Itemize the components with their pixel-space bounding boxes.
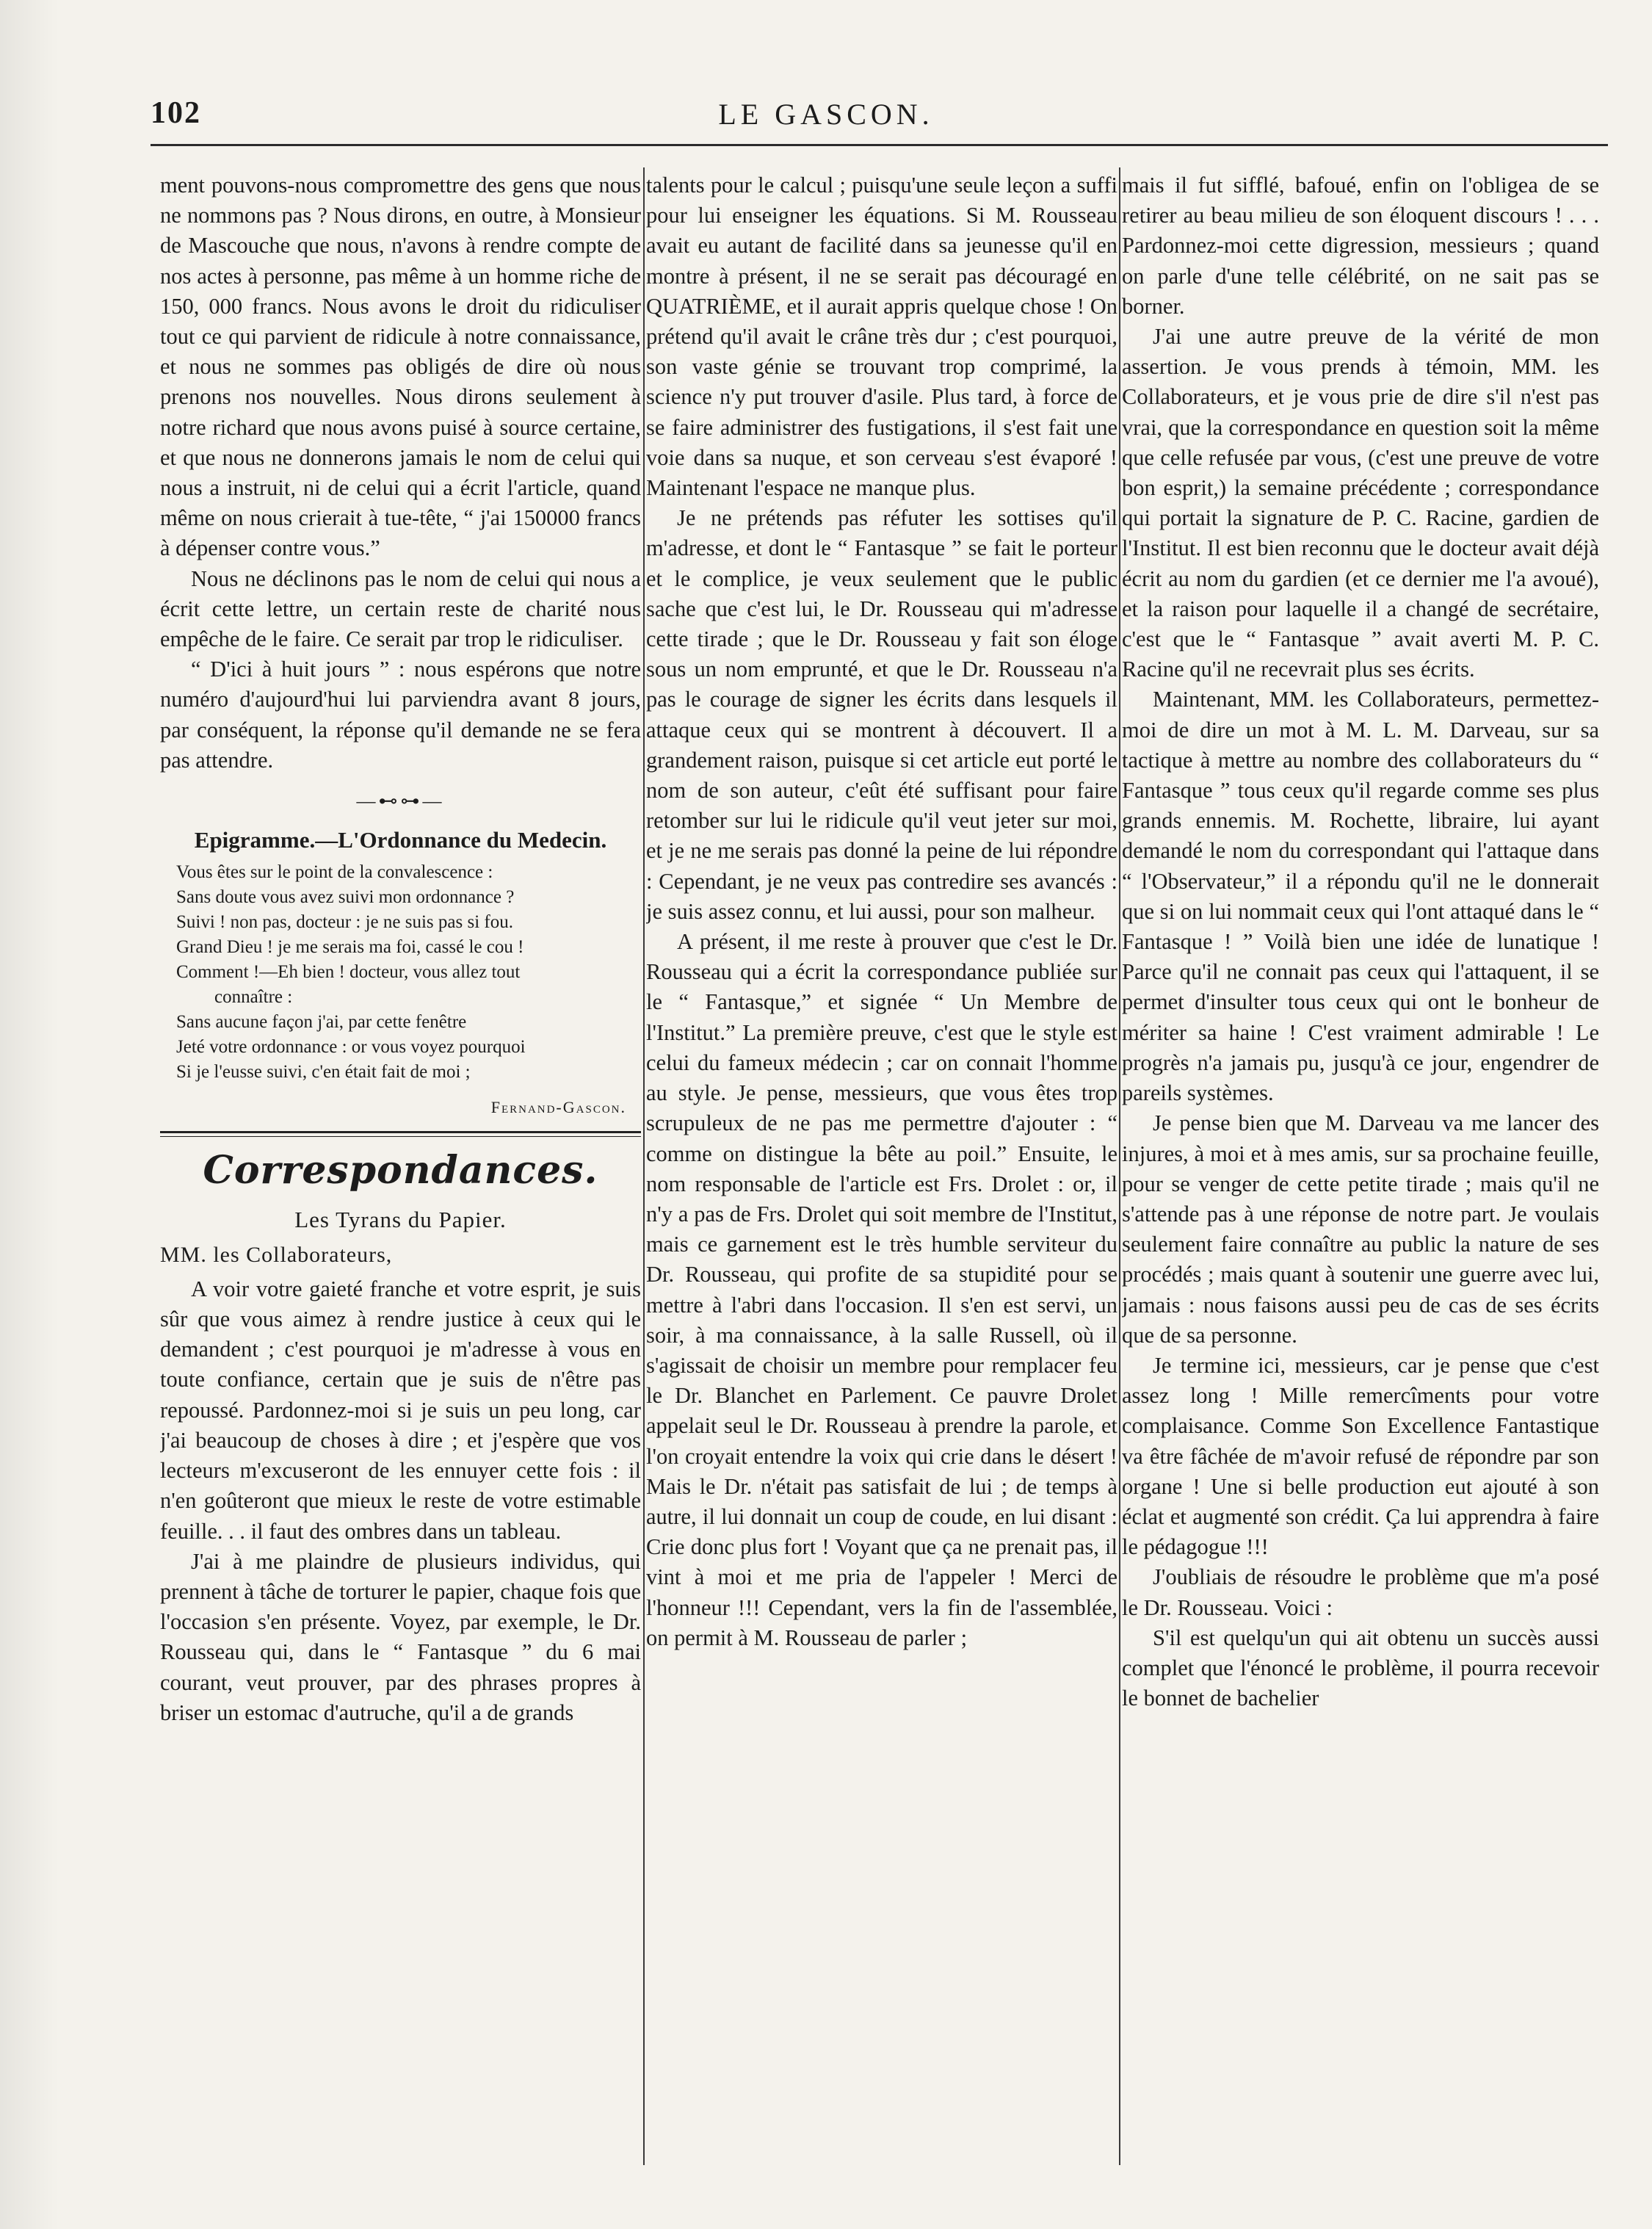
col1-paragraph-4: A voir votre gaieté franche et votre esprit, je suis sûr que vous aimez à rendre justice à ceux qui le demandent ; c'est pourquoi je m'adresse à vous en toute confiance, certain que je suis de n'être pas repoussé. Pardonnez-moi si je suis un peu long, car j'ai beaucoup de choses à dire ; et j'espère que vos lecteurs m'excuseront de les ennuyer cette fois : il n'en goûteront que mieux le reste de votre estimable feuille. . . il faut des ombres dans un tableau.	[160, 1276, 641, 1544]
header-rule	[151, 144, 1608, 146]
poem-title: Epigramme.—L'Ordonnance du Medecin.	[194, 827, 607, 853]
poem-line: Comment !—Eh bien ! docteur, vous allez tout	[176, 962, 521, 983]
poem-line: Sans aucune façon j'ai, par cette fenêtre	[176, 1012, 467, 1033]
poem-line: Vous êtes sur le point de la convalescence :	[176, 862, 493, 883]
poem-line: Jeté votre ordonnance : or vous voyez pourquoi	[176, 1037, 526, 1058]
col3-paragraph-4: Je pense bien que M. Darveau va me lancer des injures, à moi et à mes amis, sur sa prochaine feuille, pour se venger de cette petite tirade ; mais qu'il ne s'attende pas à une réponse de notre part. Je voulais seulement faire connaître au public la nature de ses procédés ; mais quant à soutenir une guerre avec lui, jamais : nous faisons aussi peu de cas de ses écrits que de sa personne.	[1122, 1110, 1599, 1348]
col1-paragraph-1: ment pouvons-nous compromettre des gens que nous ne nommons pas ? Nous dirons, en outre, à Monsieur de Mascouche que nous, n'avons à rendre compte de nos actes à personne, pas même à un homme riche de 150, 000 francs. Nous avons le droit du ridiculiser tout ce qui parvient de ridicule à notre connaissance, et nous ne sommes pas obligés de dire où nous prenons nos nouvelles. Nous dirons seulement à notre richard que nous avons puisé à source certaine, et que nous ne donnerons jamais le nom de celui qui nous a instruit, ni de celui qui a écrit l'article, quand même on nous crierait à tue-tête, “ j'ai 150000 francs à dépenser contre vous.”	[160, 173, 641, 561]
masthead-title: LE GASCON.	[718, 98, 934, 131]
page-number: 102	[151, 96, 201, 130]
col1-paragraph-2: Nous ne déclinons pas le nom de celui qui nous a écrit cette lettre, un certain reste de charité nous empêche de le faire. Ce serait par trop le ridiculiser.	[160, 566, 641, 652]
epigram-poem	[160, 860, 641, 1085]
col3-paragraph-2: J'ai une autre preuve de la vérité de mon assertion. Je vous prends à témoin, MM. les Collaborateurs, et je vous prie de dire s'il n'est pas vrai, que la correspondance en question soit la même que celle refusée par vous, (c'est une preuve de votre bon esprit,) la semaine précédente ; correspondance qui portait la signature de P. C. Racine, gardien de l'Institut. Il est bien reconnu que le docteur avait déjà écrit au nom du gardien (et ce dernier me l'a avoué), et la raison pour laquelle il a changé de secrétaire, c'est que le “ Fantasque ” avait averti M. P. C. Racine qu'il ne recevrait plus ses écrits.	[1122, 324, 1599, 682]
article-title: Les Tyrans du Papier.	[294, 1207, 507, 1233]
col2-paragraph-3: A présent, il me reste à prouver que c'est le Dr. Rousseau qui a écrit la correspondance publiée sur le “ Fantasque,” et signée “ Un Membre de l'Institut.” La première preuve, c'est que le style est celui du fameux médecin ; car on connait l'homme au style. Je pense, messieurs, que vous êtes trop scrupuleux de ne pas me permettre d'ajouter : “ comme on distingue la bête au poil.” Ensuite, le nom responsable de l'article est Frs. Drolet : or, il n'y a pas de Frs. Drolet qui soit membre de l'Institut, mais ce garnement est le très humble serviteur du Dr. Rousseau, qui profite de sa stupidité pour se mettre à l'abri dans l'occasion. Il s'en est servi, un soir, à ma connaissance, à la salle Russell, où il s'agissait de choisir un membre pour remplacer feu le Dr. Blanchet en Parlement. Ce pauvre Drolet appelait seul le Dr. Rousseau à prendre la parole, et l'on croyait entendre la voix qui crie dans le désert ! Mais le Dr. n'était pas satisfait de lui ; de temps à autre, il lui donnait un coup de coude, en lui disant : Crie donc plus fort ! Voyant que ça ne prenait pas, il vint à moi et me pria de l'appeler ! Merci de l'honneur !!! Cependant, vers la fin de l'assemblée, on permit à M. Rousseau de parler ;	[646, 929, 1117, 1650]
col3-paragraph-3: Maintenant, MM. les Collaborateurs, permettez-moi de dire un mot à M. L. M. Darveau, sur sa tactique à mettre au nombre des collaborateurs du “ Fantasque ” tous ceux qu'il regarde comme ses plus grands ennemis. M. Rochette, libraire, lui ayant demandé le nom du correspondant qui l'attaque dans “ l'Observateur,” il a répondu qu'il ne le donnerait que si on lui nommait ceux qui l'ont attaqué dans le “ Fantasque ! ” Voilà bien une idée de lunatique ! Parce qu'il ne connait pas ceux qui l'attaquent, il se permet d'insulter tous ceux qui ont le bonheur de mériter sa haine ! C'est vraiment admirable ! Le progrès n'a jamais pu, jusqu'à ce jour, engendrer de pareils systèmes.	[1122, 687, 1599, 1106]
poem-line: Sans doute vous avez suivi mon ordonnance ?	[176, 887, 515, 908]
column-3	[1122, 170, 1599, 2175]
poem-line: connaître :	[214, 987, 293, 1008]
column-rule-2	[1119, 167, 1120, 2165]
section-rule	[160, 1131, 641, 1137]
column-rule-1	[643, 167, 645, 2165]
salutation: MM. les Collaborateurs,	[160, 1242, 393, 1267]
poem-signature: Fernand-Gascon.	[490, 1098, 626, 1117]
col3-paragraph-7: S'il est quelqu'un qui ait obtenu un succès aussi complet que l'énoncé le problème, il pourra recevoir le bonnet de bachelier	[1122, 1625, 1599, 1711]
col2-paragraph-1: talents pour le calcul ; puisqu'une seule leçon a suffi pour lui enseigner les équations. Si M. Rousseau avait eu autant de facilité dans sa jeunesse qu'il en montre à présent, il ne se serait pas découragé en QUATRIÈME, et il aurait appris quelque chose ! On prétend qu'il avait le crâne très dur ; c'est pourquoi, son vaste génie se trouvant trop comprimé, la science n'y put trouver d'asile. Plus tard, à force de se faire administrer des fustigations, il s'est fait une voie dans sa nuque, et son cerveau s'est évaporé ! Maintenant l'espace ne manque plus.	[646, 173, 1117, 501]
poem-line: Grand Dieu ! je me serais ma foi, cassé le cou !	[176, 937, 524, 958]
scan-edge-shading	[0, 0, 59, 2229]
section-title: Correspondances.	[203, 1148, 598, 1193]
poem-line: Si je l'eusse suivi, c'en était fait de moi ;	[176, 1062, 471, 1083]
column-1	[160, 170, 641, 2175]
ornament-divider: —⊷⊶—	[356, 790, 445, 812]
col3-paragraph-6: J'oubliais de résoudre le problème que m'a posé le Dr. Rousseau. Voici :	[1122, 1564, 1599, 1620]
col3-paragraph-1: mais il fut sifflé, bafoué, enfin on l'obligea de se retirer au beau milieu de son éloquent discours ! . . . Pardonnez-moi cette digression, messieurs ; quand on parle d'une telle célébrité, on ne sait pas se borner.	[1122, 173, 1599, 319]
column-2	[646, 170, 1117, 2175]
col1-paragraph-5: J'ai à me plaindre de plusieurs individus, qui prennent à tâche de torturer le papier, chaque fois que l'occasion s'en présente. Voyez, par exemple, le Dr. Rousseau qui, dans le “ Fantasque ” du 6 mai courant, veut prouver, par des phrases propres à briser un estomac d'autruche, qu'il a de grands	[160, 1548, 641, 1725]
poem-line: Suivi ! non pas, docteur : je ne suis pas si fou.	[176, 912, 513, 933]
col2-paragraph-2: Je ne prétends pas réfuter les sottises qu'il m'adresse, et dont le “ Fantasque ” se fait le porteur et le complice, je veux seulement que le public sache que c'est lui, le Dr. Rousseau qui m'adresse cette tirade ; que le Dr. Rousseau y fait son éloge sous un nom emprunté, et que le Dr. Rousseau n'a pas le courage de signer les écrits dans lesquels il attaque ceux qui se montrent à découvert. Il a grandement raison, puisque si cet article eut porté le nom de son auteur, c'eût été suffisant pour faire retomber sur lui le ridicule qu'il veut jeter sur moi, et je ne me serais pas donné la peine de lui répondre : Cependant, je ne veux pas contredire ses avancés : je suis assez connu, et lui aussi, pour son malheur.	[646, 505, 1117, 924]
col1-paragraph-3: “ D'ici à huit jours ” : nous espérons que notre numéro d'aujourd'hui lui parviendra avant 8 jours, par conséquent, la réponse qu'il demande ne se fera pas attendre.	[160, 657, 641, 773]
col3-paragraph-5: Je termine ici, messieurs, car je pense que c'est assez long ! Mille remercîments pour votre complaisance. Comme Son Excellence Fantastique va être fâchée de m'avoir refusé de répondre par son organe ! Une si belle production eut ajouté à son éclat et augmenté son crédit. Ça lui apprendra à faire le pédagogue !!!	[1122, 1352, 1599, 1560]
